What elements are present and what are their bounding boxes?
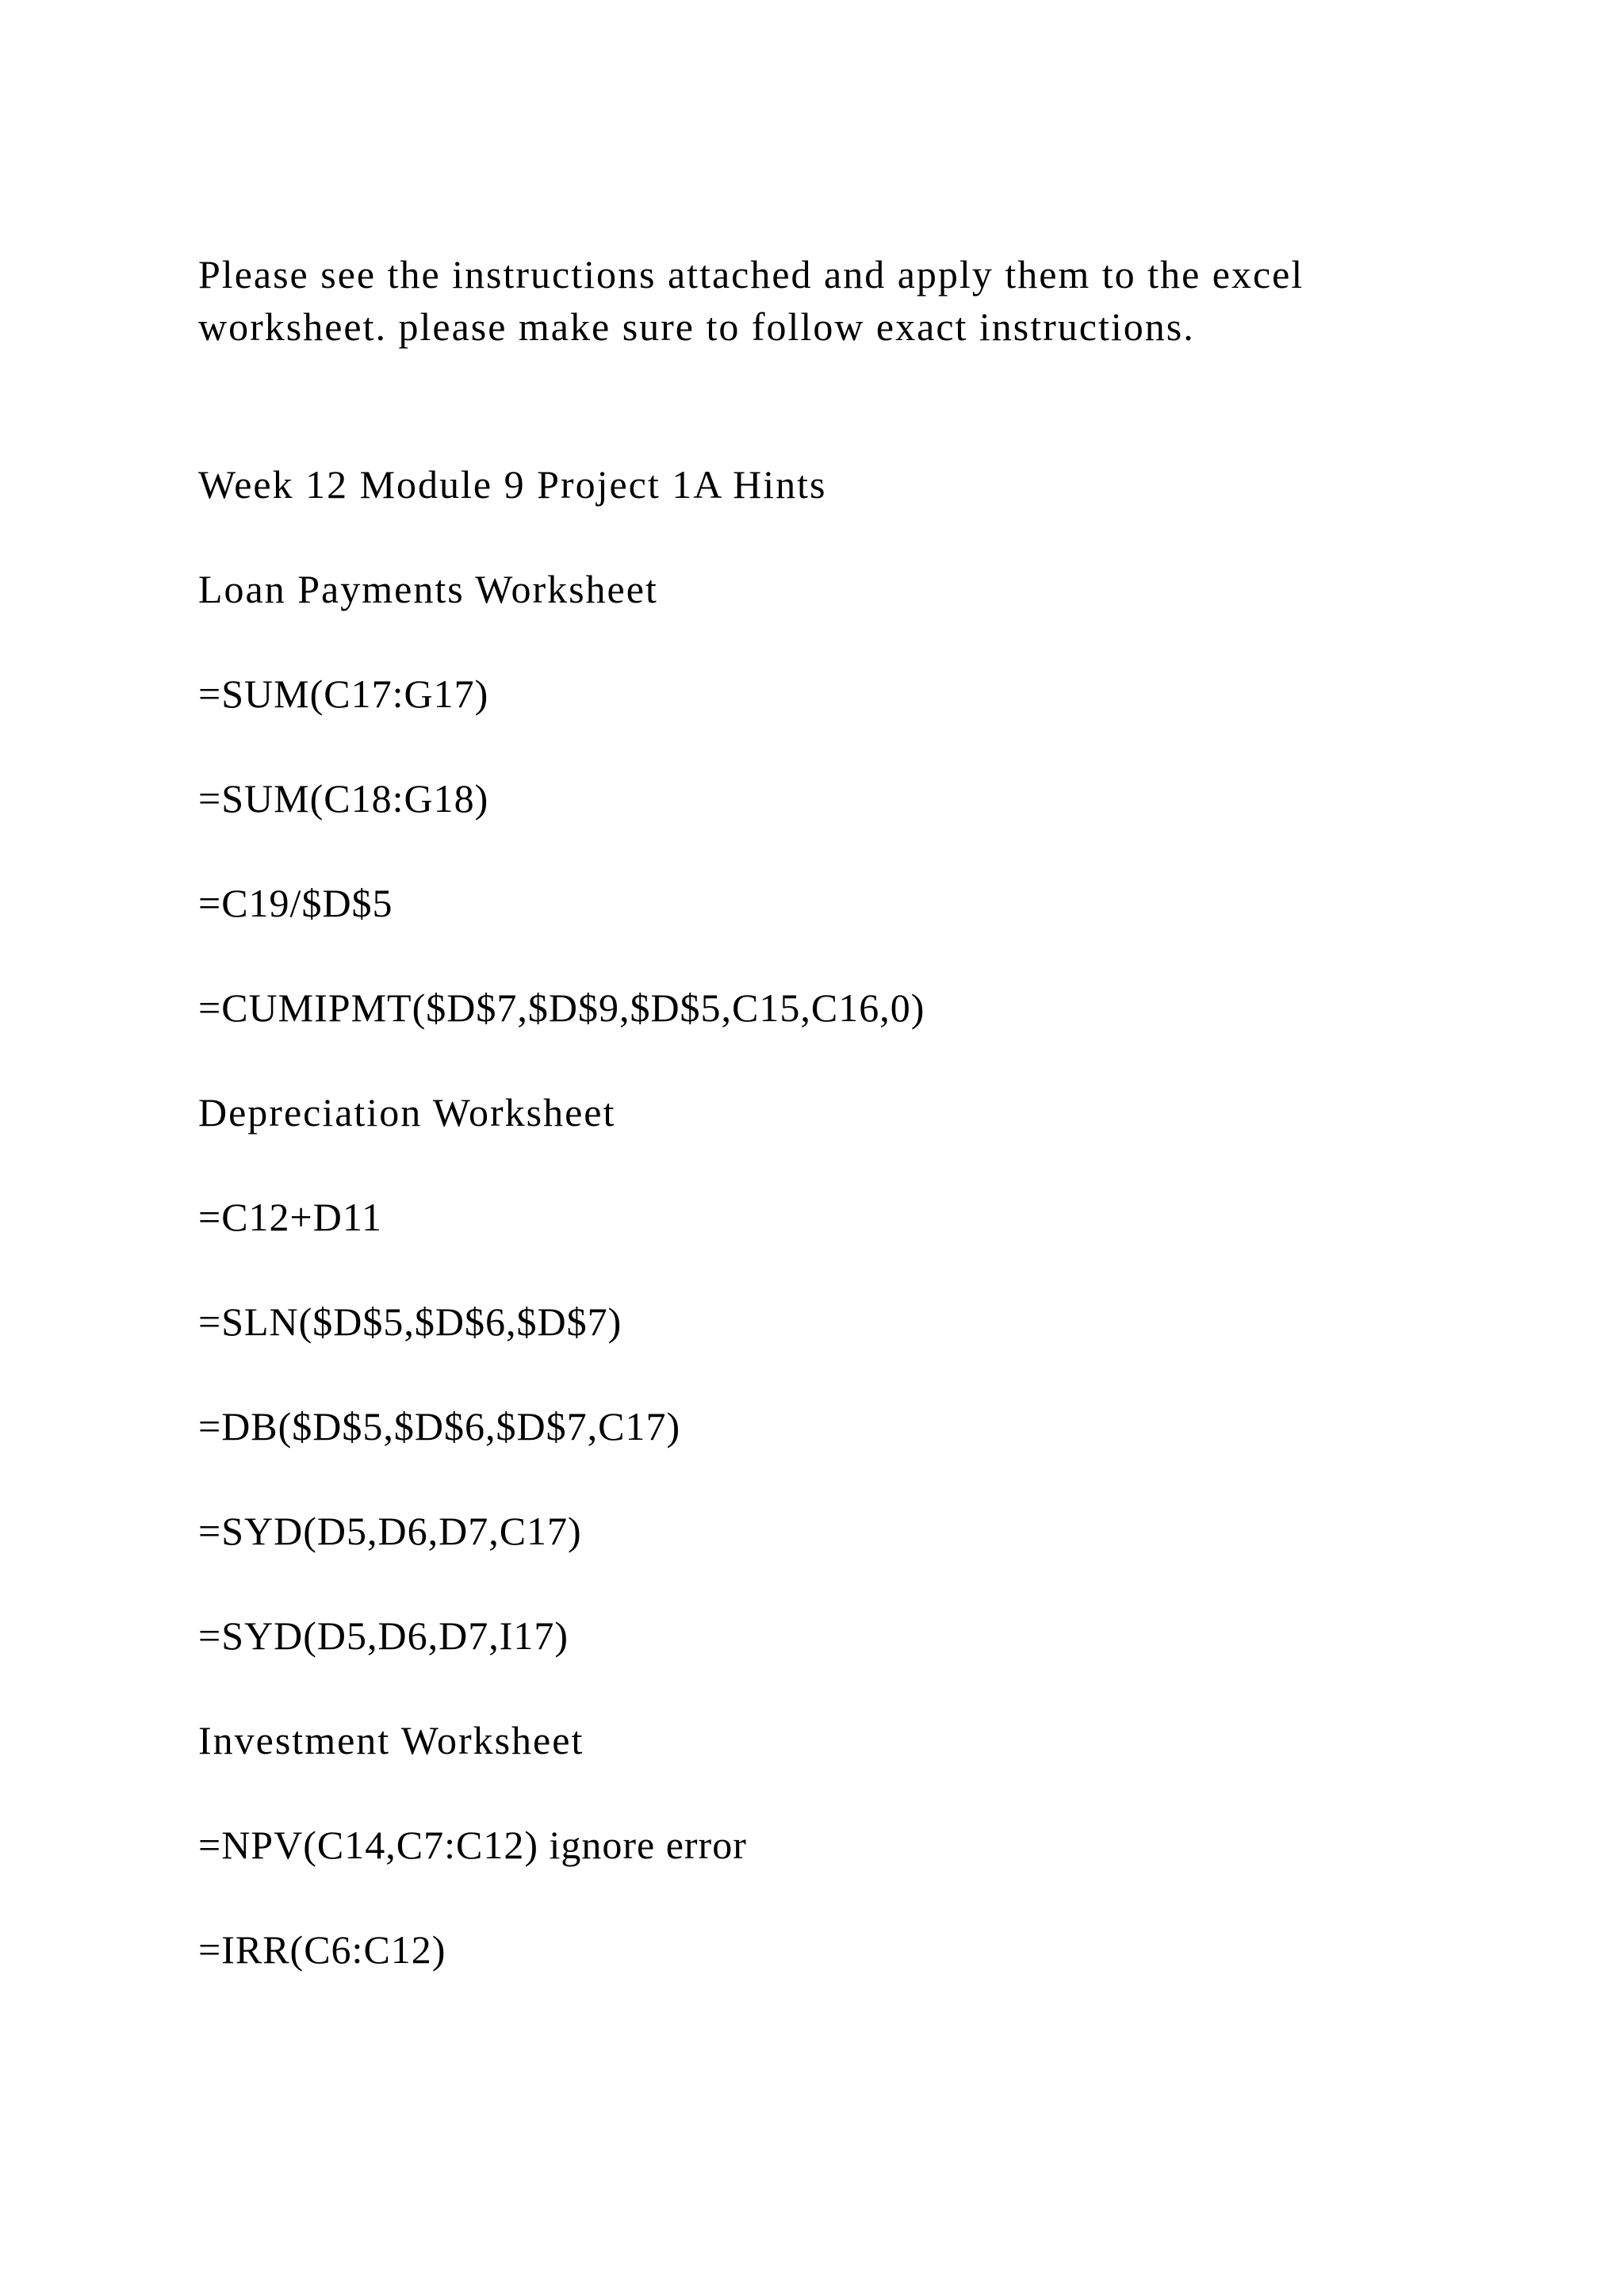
formula-line: =C12+D11 (198, 1195, 382, 1239)
intro-line-1: Please see the instructions attached and apply them to the excel (198, 252, 1304, 297)
document-title: Week 12 Module 9 Project 1A Hints (198, 462, 827, 507)
formula-line: =SLN($D$5,$D$6,$D$7) (198, 1299, 622, 1344)
formula-line: =SYD(D5,D6,D7,C17) (198, 1509, 582, 1553)
formula-line: =SUM(C18:G18) (198, 776, 489, 821)
formula-line: =SYD(D5,D6,D7,I17) (198, 1613, 569, 1658)
section-heading-loan: Loan Payments Worksheet (198, 567, 658, 611)
intro-line-2: worksheet. please make sure to follow exact instructions. (198, 304, 1195, 349)
formula-line: =CUMIPMT($D$7,$D$9,$D$5,C15,C16,0) (198, 985, 925, 1030)
formula-line: =NPV(C14,C7:C12) ignore error (198, 1823, 747, 1867)
section-heading-investment: Investment Worksheet (198, 1718, 584, 1762)
formula-line: =DB($D$5,$D$6,$D$7,C17) (198, 1404, 681, 1448)
formula-line: =SUM(C17:G17) (198, 672, 489, 716)
formula-line: =IRR(C6:C12) (198, 1927, 446, 1972)
section-heading-depreciation: Depreciation Worksheet (198, 1090, 616, 1135)
formula-line: =C19/$D$5 (198, 881, 393, 925)
